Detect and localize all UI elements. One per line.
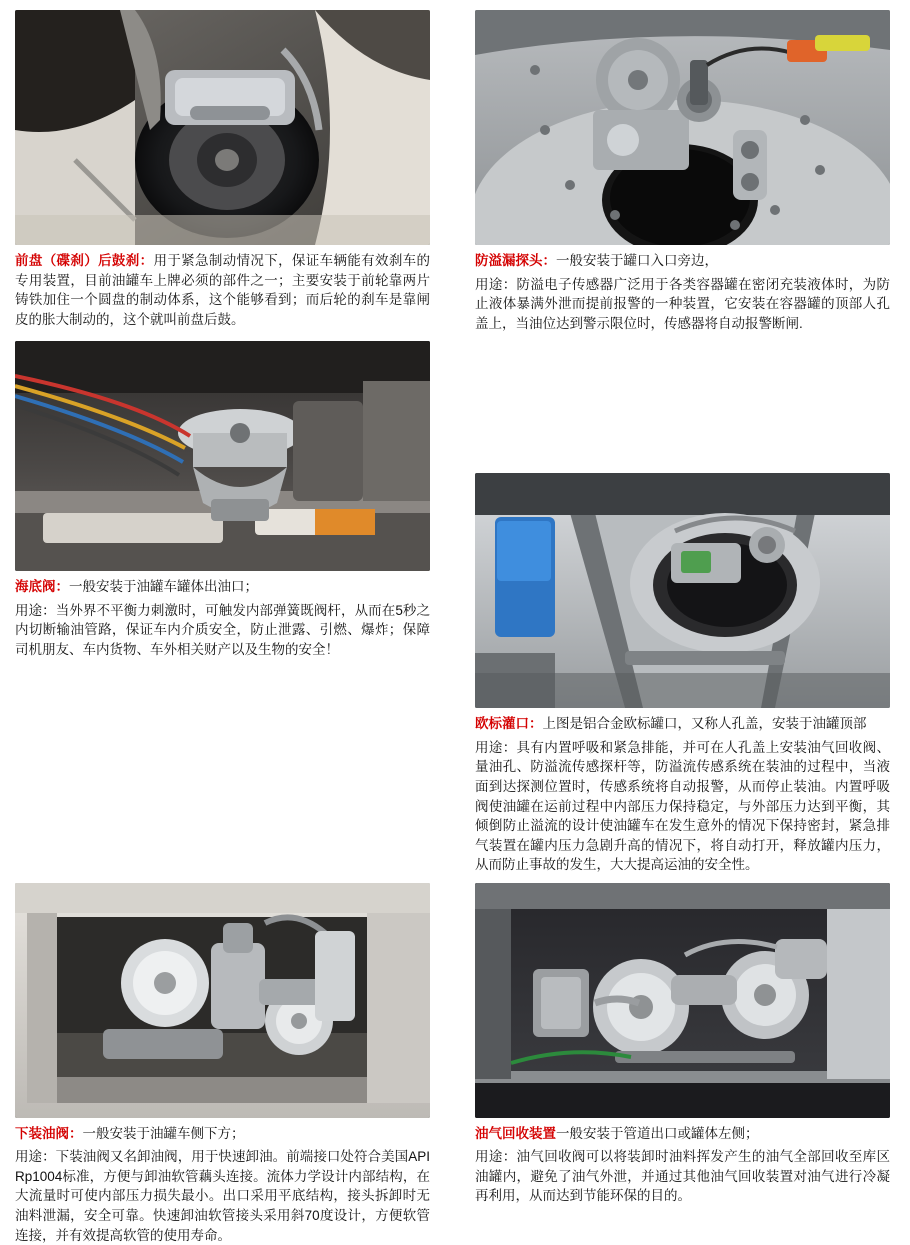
bottom-loading-valve-photo [15, 883, 430, 1118]
caption-vapor-recovery-device [475, 1124, 890, 1206]
caption-usage: 用途：油气回收阀可以将装卸时油料挥发产生的油气全部回收至库区油罐内，避免了油气外泄，并通过其他油气回收装置对油气进行冷凝再利用，从而达到节能环保的目的。 [475, 1149, 890, 1204]
caption-usage: 用途：防溢电子传感器广泛用于各类容器罐在密闭充装液体时，为防止液体暴满外泄而提前报警的一种装置，它安装在容器罐的顶部人孔盖上，当油位达到警示限位时，传感器将自动报警断闸. [475, 276, 890, 331]
section-front-disc-rear-drum-brake [15, 10, 430, 333]
content-row-2 [0, 341, 910, 875]
caption-euro-filling-port [475, 714, 890, 875]
term-separator: ： [139, 253, 154, 268]
document-page [0, 10, 910, 1243]
term-separator: ： [69, 1125, 83, 1141]
bottom-valve-photo [15, 341, 430, 571]
caption-bottom-valve [15, 577, 430, 659]
brake-assembly-photo [15, 10, 430, 245]
caption-front-disc-rear-drum-brake [15, 251, 430, 329]
content-row-3 [0, 883, 910, 1245]
term-separator: ： [542, 253, 556, 268]
caption-body: 一般安装于油罐车罐体出油口； [69, 579, 258, 595]
caption-overfill-probe [475, 251, 890, 333]
term-label: 防溢漏探头 [475, 253, 543, 268]
section-euro-filling-port [475, 341, 890, 875]
section-bottom-valve [15, 341, 430, 875]
caption-usage: 用途：具有内置呼吸和紧急排能，并可在人孔盖上安装油气回收阀、量油孔、防溢流传感探杆等，防溢流传感系统在装油的过程中，当液面到达探测位置时，传感系统将自动报警，从而停止装油。内置呼吸阀使油罐在运前过程中内部压力保持稳定，与外部压力达到平衡，其倾倒防止溢流的设计使油罐车在发生意外的情况下保持密封，紧急排气装置在罐内压力急剧升高的情况下，将自动打开，释放罐内压力，从而防止事故的发生，大大提高运油的安全性。 [475, 739, 890, 873]
section-vapor-recovery-device [475, 883, 890, 1245]
euro-filling-port-photo [475, 473, 890, 708]
caption-bottom-loading-valve [15, 1124, 430, 1245]
caption-body: 上图是铝合金欧标罐口，又称人孔盖，安装于油罐顶部 [542, 716, 867, 732]
vapor-recovery-photo [475, 883, 890, 1118]
term-separator: ： [55, 579, 69, 595]
caption-usage: 用途：下装油阀又名卸油阀，用于快速卸油。前端接口处符合美国APIRp1004标准，方便与卸油软管藕头连接。流体力学设计内部结构，在大流量时可使内部压力损失最小。出口采用平底结构，接头拆卸时无油料泄漏，安全可靠。快速卸油软管接头采用斜70度设计，方便软管连接，并有效提高软管的使用寿命。 [15, 1149, 430, 1243]
term-label: 下装油阀 [15, 1125, 69, 1141]
caption-body: 一般安装于罐口入口旁边， [556, 253, 718, 268]
caption-usage: 用途：当外界不平衡力刺激时，可触发内部弹簧既阀杆，从而在5秒之内切断输油管路，保证车内介质安全，防止泄露、引燃、爆炸；保障司机朋友、车内货物、车外相关财产以及生物的安全！ [15, 602, 430, 657]
term-separator: ： [529, 716, 543, 732]
content-row-1 [0, 10, 910, 333]
caption-body: 一般安装于油罐车侧下方； [82, 1125, 245, 1141]
term-label: 欧标灌口 [475, 716, 529, 732]
section-bottom-loading-valve [15, 883, 430, 1245]
caption-body: 一般安装于管道出口或罐体左侧； [556, 1125, 759, 1141]
section-overfill-probe [475, 10, 890, 333]
term-label: 油气回收装置 [475, 1125, 556, 1141]
term-label: 海底阀 [15, 579, 56, 595]
term-label: 前盘（碟刹）后鼓刹 [15, 253, 140, 268]
caption-body: 用于紧急制动情况下，保证车辆能有效刹车的专用装置，目前油罐车上牌必须的部件之一；主要安装于前轮靠两片铸铁加住一个圆盘的制动体系，这个能够看到；而后轮的刹车是靠闸皮的胀大制动的，这个就叫前盘后鼓。 [15, 253, 431, 327]
overfill-probe-photo [475, 10, 890, 245]
